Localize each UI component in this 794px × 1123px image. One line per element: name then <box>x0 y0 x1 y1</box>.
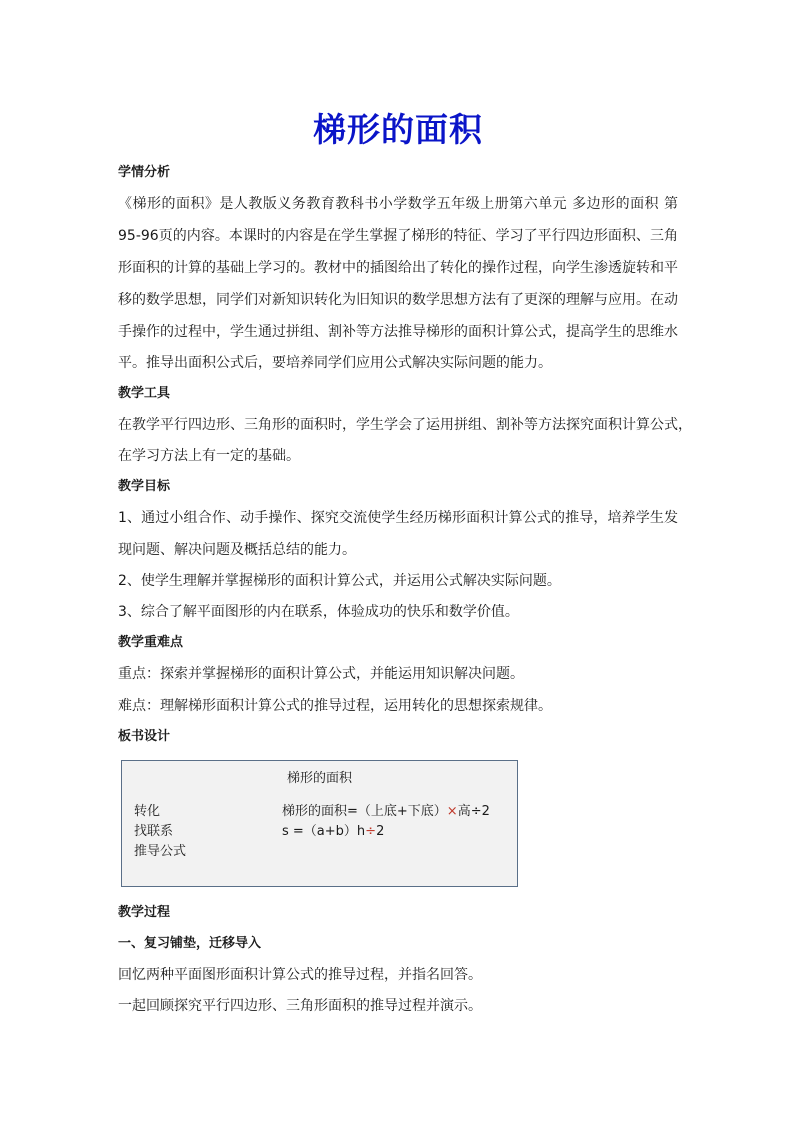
board-formula-words <box>282 803 490 821</box>
section-heading-analysis: 学情分析 <box>118 165 171 180</box>
paragraph-line: 在教学平行四边形、三角形的面积时，学生学会了运用拼组、割补等方法探究面积计算公式， <box>118 417 692 433</box>
board-design-box <box>121 760 518 887</box>
paragraph-line: 《梯形的面积》是人教版义务教育教科书小学数学五年级上册第六单元 多边形的面积 第 <box>118 196 678 212</box>
section-heading-goals: 教学目标 <box>118 479 171 494</box>
formula-part: 2 <box>376 824 385 839</box>
paragraph-line: 难点：理解梯形面积计算公式的推导过程，运用转化的思想探索规律。 <box>118 698 552 714</box>
paragraph-line: 在学习方法上有一定的基础。 <box>118 448 300 464</box>
paragraph-line: 回忆两种平面图形面积计算公式的推导过程，并指名回答。 <box>118 967 482 983</box>
times-sign: × <box>446 804 458 819</box>
paragraph-line: 手操作的过程中，学生通过拼组、割补等方法推导梯形的面积计算公式，提高学生的思维水 <box>118 324 678 340</box>
paragraph-line: 1、通过小组合作、动手操作、探究交流使学生经历梯形面积计算公式的推导，培养学生发 <box>118 510 678 526</box>
section-heading-process: 教学过程 <box>118 905 171 920</box>
process-subheading: 一、复习铺垫，迁移导入 <box>118 936 262 951</box>
paragraph-line: 一起回顾探究平行四边形、三角形面积的推导过程并演示。 <box>118 998 482 1014</box>
board-left-item: 找联系 <box>134 824 174 839</box>
board-left-item: 转化 <box>134 804 161 819</box>
divide-sign: ÷ <box>365 824 377 839</box>
paragraph-line: 移的数学思想，同学们对新知识转化为旧知识的数学思想方法有了更深的理解与应用。在动 <box>118 292 678 308</box>
section-heading-board: 板书设计 <box>118 729 171 744</box>
board-formula-letters <box>282 823 384 841</box>
paragraph-line: 形面积的计算的基础上学习的。教材中的插图给出了转化的操作过程，向学生渗透旋转和平 <box>118 260 678 276</box>
page-title: 梯形的面积 <box>313 110 483 149</box>
paragraph-line: 现问题、解决问题及概括总结的能力。 <box>118 542 356 558</box>
formula-part: s =（a+b）h <box>282 824 366 839</box>
paragraph-line: 平。推导出面积公式后，要培养同学们应用公式解决实际问题的能力。 <box>118 355 552 371</box>
board-left-item: 推导公式 <box>134 844 187 859</box>
board-title: 梯形的面积 <box>286 771 352 786</box>
paragraph-line: 95-96页的内容。本课时的内容是在学生掌握了梯形的特征、学习了平行四边形面积、三角 <box>118 228 678 244</box>
formula-part: 高÷2 <box>457 804 490 819</box>
formula-part: 梯形的面积=（上底+下底） <box>282 804 447 819</box>
paragraph-line: 3、综合了解平面图形的内在联系，体验成功的快乐和数学价值。 <box>118 604 519 620</box>
section-heading-key-points: 教学重难点 <box>118 635 184 650</box>
section-heading-tools: 教学工具 <box>118 386 171 401</box>
paragraph-line: 2、使学生理解并掌握梯形的面积计算公式，并运用公式解决实际问题。 <box>118 573 561 589</box>
paragraph-line: 重点：探索并掌握梯形的面积计算公式，并能运用知识解决问题。 <box>118 666 524 682</box>
